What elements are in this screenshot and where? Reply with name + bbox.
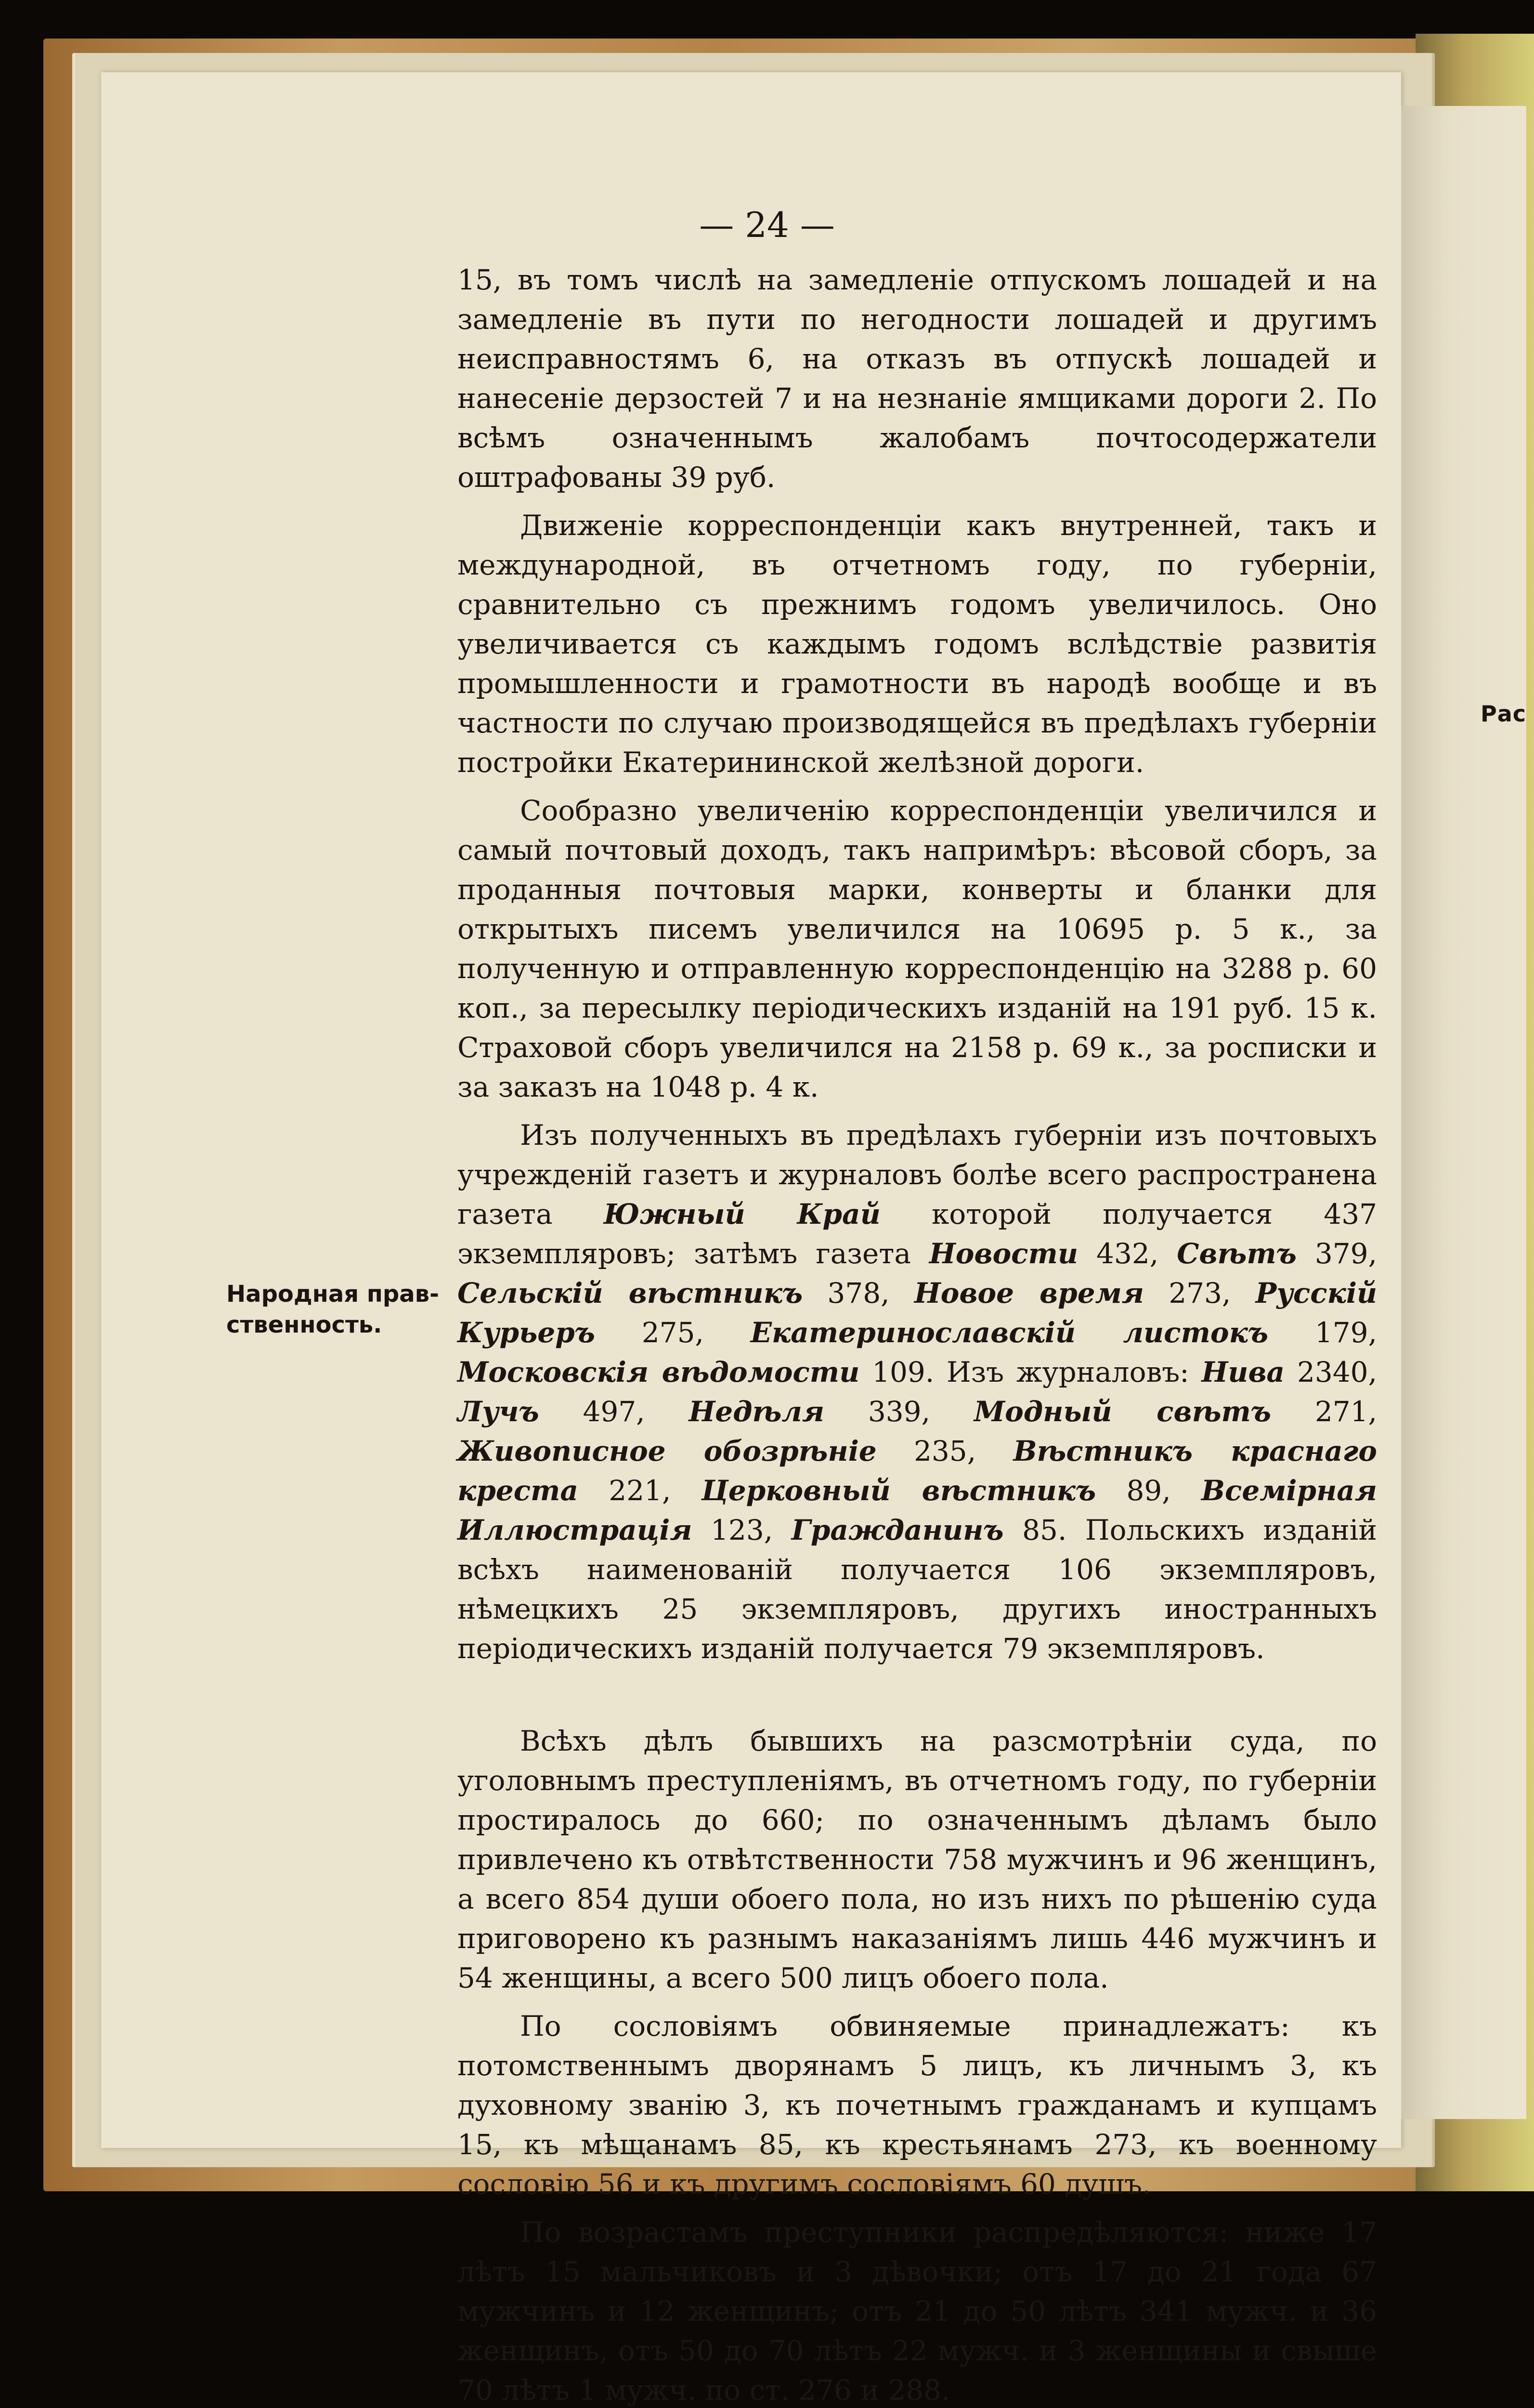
periodical-title: Южный Край xyxy=(603,1198,881,1230)
periodical-title: Екатеринославскій листокъ xyxy=(750,1316,1269,1349)
paragraph xyxy=(457,506,1377,782)
facing-page xyxy=(1401,106,1526,2119)
paragraph xyxy=(457,2212,1377,2408)
paragraph xyxy=(457,791,1377,1107)
periodical-title: Недѣля xyxy=(689,1395,825,1428)
paragraph xyxy=(457,1721,1377,1998)
periodical-title: Лучъ xyxy=(457,1395,539,1428)
text-run: 2340, xyxy=(1285,1356,1378,1388)
text-run: 271, xyxy=(1271,1395,1378,1428)
text-run: 378, xyxy=(803,1277,914,1309)
facing-page-fragment: Рас xyxy=(1481,701,1527,727)
paragraph xyxy=(457,260,1377,497)
text-run: 123, xyxy=(692,1514,792,1546)
periodical-title: Сельскій вѣстникъ xyxy=(457,1277,803,1309)
text-run: 179, xyxy=(1268,1316,1378,1349)
text-run: 497, xyxy=(539,1395,689,1428)
text-run: 432, xyxy=(1078,1237,1177,1270)
text-run: 339, xyxy=(824,1395,974,1428)
text-run: 15, въ томъ числѣ на замедленіе отпускомъ лошадей и на замедленіе въ пути по негодности лошадей и другимъ неисправностямъ 6, на отказъ въ отпускѣ лошадей и нанесеніе дерзостей 7 и на незнаніе ямщиками дороги 2. По всѣмъ означеннымъ жалобамъ почтосодержатели оштрафованы 39 руб. xyxy=(457,263,1377,494)
periodical-title: Живописное обозрѣніе xyxy=(457,1435,877,1467)
text-run: Сообразно увеличенію корреспонденціи увеличился и самый почтовый доходъ, такъ напримѣръ: вѣсовой сборъ, за проданныя почтовыя марки, конверты и бланки для открытыхъ писемъ увеличился на 10695 р. 5 к., за полученную и отправленную корреспонденцію на 3288 р. 60 коп., за пересылку періодическихъ изданій на 191 руб. 15 к. Страховой сборъ увеличился на 2158 р. 69 к., за росписки и за заказъ на 1048 р. 4 к. xyxy=(457,794,1377,1103)
periodical-title: Свѣтъ xyxy=(1177,1237,1297,1270)
page-number: — 24 — xyxy=(699,205,835,245)
periodical-title: Русскій Курьеръ xyxy=(457,1277,1378,1349)
text-run: 275, xyxy=(595,1316,751,1349)
text-run: По сословіямъ обвиняемые принадлежатъ: къ потомственнымъ дворянамъ 5 лицъ, къ личнымъ 3, къ духовному званію 3, къ почетнымъ гражданамъ и купцамъ 15, къ мѣщанамъ 85, къ крестьянамъ 273, къ военному сословію 56 и къ другимъ сословіямъ 60 душъ. xyxy=(457,2010,1377,2200)
text-run: которой получается 437 экземпляровъ; затѣмъ газета xyxy=(457,1198,1377,1270)
text-run: 273, xyxy=(1144,1277,1256,1309)
periodical-title: Модный свѣтъ xyxy=(974,1395,1272,1428)
text-run: Всѣхъ дѣлъ бывшихъ на разсмотрѣніи суда, по уголовнымъ преступленіямъ, въ отчетномъ году, по губерніи простиралось до 660; по означеннымъ дѣламъ было привлечено къ отвѣтственности 758 мужчинъ и 96 женщинъ, а всего 854 души обоего пола, но изъ нихъ по рѣшенію суда приговорено къ разнымъ наказаніямъ лишь 446 мужчинъ и 54 женщины, а всего 500 лицъ обоего пола. xyxy=(457,1725,1377,1994)
text-run: 109. Изъ журналовъ: xyxy=(859,1356,1202,1388)
periodical-title: Новое время xyxy=(914,1277,1144,1309)
text-run: 379, xyxy=(1296,1237,1378,1270)
periodical-title: Нива xyxy=(1201,1356,1285,1388)
margin-heading-line-1: Народная прав- xyxy=(226,1281,439,1308)
periodical-title: Гражданинъ xyxy=(791,1514,1004,1546)
margin-heading-line-2: ственность. xyxy=(226,1311,382,1338)
text-run: По возрастамъ преступники распредѣляются: ниже 17 лѣтъ 15 мальчиковъ и 3 дѣвочки; отъ 17 до 21 года 67 мужчинъ и 12 женщинъ; отъ 21 до 50 лѣтъ 341 мужч. и 36 женщинъ, отъ 50 до 70 лѣтъ 22 мужч. и 3 женщины и свыше 70 лѣтъ 1 мужч. по ст. 276 и 288. xyxy=(457,2216,1377,2407)
text-run: 221, xyxy=(578,1474,702,1507)
text-run: 89, xyxy=(1096,1474,1201,1507)
paragraph xyxy=(457,2006,1377,2204)
text-run: 235, xyxy=(876,1435,1014,1467)
paragraph xyxy=(457,1115,1377,1668)
periodical-title: Вѣстникъ краснаго креста xyxy=(457,1435,1377,1507)
text-run: 85. Польскихъ изданій всѣхъ наименованій получается 106 экземпляровъ, нѣмецкихъ 25 экземпляровъ, другихъ иностранныхъ періодическихъ изданій получается 79 экземпляровъ. xyxy=(457,1514,1378,1665)
periodical-title: Московскія вѣдомости xyxy=(457,1356,860,1388)
margin-heading xyxy=(226,1279,453,1340)
text-run: Движеніе корреспонденціи какъ внутренней, такъ и международной, въ отчетномъ году, по губерніи, сравнительно съ прежнимъ годомъ увеличилось. Оно увеличивается съ каждымъ годомъ вслѣдствіе развитія промышленности и грамотности въ народѣ вообще и въ частности по случаю производящейся въ предѣлахъ губерніи постройки Екатерининской желѣзной дороги. xyxy=(457,509,1377,779)
periodical-title: Новости xyxy=(929,1237,1079,1270)
periodical-title: Всемірная Иллюстрація xyxy=(457,1474,1377,1546)
text-run: Изъ полученныхъ въ предѣлахъ губерніи изъ почтовыхъ учрежденій газетъ и журналовъ болѣе всего распространена газета xyxy=(457,1119,1377,1230)
periodical-title: Церковный вѣстникъ xyxy=(701,1474,1096,1507)
body-text xyxy=(457,260,1377,2408)
